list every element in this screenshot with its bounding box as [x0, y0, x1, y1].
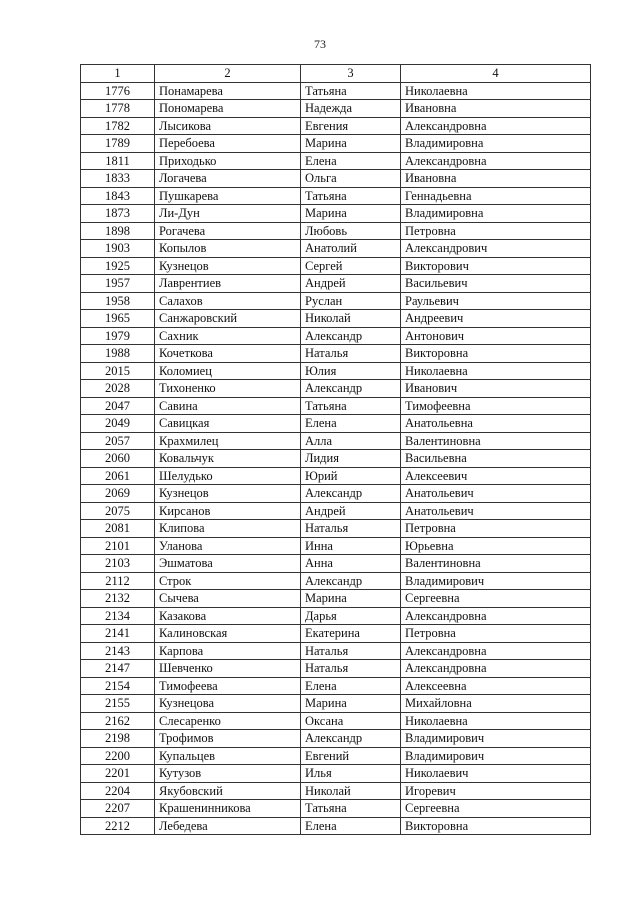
surname-cell: Якубовский	[155, 782, 301, 800]
first-name-cell: Александр	[301, 380, 401, 398]
surname-cell: Кузнецова	[155, 695, 301, 713]
table-row	[81, 292, 591, 310]
page-number: 73	[314, 37, 326, 51]
patronymic-cell: Владимирович	[401, 747, 591, 765]
table-row	[81, 327, 591, 345]
record-number-cell: 1958	[81, 292, 155, 310]
surname-cell: Коломиец	[155, 362, 301, 380]
surname-cell: Салахов	[155, 292, 301, 310]
patronymic-cell: Анатольевич	[401, 485, 591, 503]
record-number-cell: 2015	[81, 362, 155, 380]
patronymic-cell: Александровна	[401, 152, 591, 170]
record-number-cell: 2162	[81, 712, 155, 730]
surname-cell: Клипова	[155, 520, 301, 538]
roster-table	[80, 64, 591, 835]
column-header-3: 3	[301, 65, 401, 83]
column-header-2: 2	[155, 65, 301, 83]
patronymic-cell: Петровна	[401, 222, 591, 240]
first-name-cell: Александр	[301, 485, 401, 503]
record-number-cell: 1873	[81, 205, 155, 223]
first-name-cell: Елена	[301, 152, 401, 170]
table-row	[81, 432, 591, 450]
first-name-cell: Андрей	[301, 275, 401, 293]
record-number-cell: 1979	[81, 327, 155, 345]
table-row	[81, 397, 591, 415]
patronymic-cell: Викторовна	[401, 817, 591, 835]
first-name-cell: Александр	[301, 327, 401, 345]
record-number-cell: 1776	[81, 82, 155, 100]
record-number-cell: 1811	[81, 152, 155, 170]
table-row	[81, 747, 591, 765]
table-row	[81, 502, 591, 520]
first-name-cell: Лидия	[301, 450, 401, 468]
record-number-cell: 2201	[81, 765, 155, 783]
surname-cell: Купальцев	[155, 747, 301, 765]
surname-cell: Лаврентиев	[155, 275, 301, 293]
record-number-cell: 2207	[81, 800, 155, 818]
first-name-cell: Анна	[301, 555, 401, 573]
surname-cell: Кочеткова	[155, 345, 301, 363]
record-number-cell: 2069	[81, 485, 155, 503]
table-row	[81, 362, 591, 380]
patronymic-cell: Викторович	[401, 257, 591, 275]
surname-cell: Сычева	[155, 590, 301, 608]
surname-cell: Эшматова	[155, 555, 301, 573]
surname-cell: Логачева	[155, 170, 301, 188]
patronymic-cell: Васильевич	[401, 275, 591, 293]
table-row	[81, 677, 591, 695]
surname-cell: Строк	[155, 572, 301, 590]
surname-cell: Кузнецов	[155, 485, 301, 503]
table-row	[81, 730, 591, 748]
surname-cell: Крахмилец	[155, 432, 301, 450]
first-name-cell: Татьяна	[301, 397, 401, 415]
record-number-cell: 1965	[81, 310, 155, 328]
patronymic-cell: Александрович	[401, 240, 591, 258]
record-number-cell: 1988	[81, 345, 155, 363]
first-name-cell: Юлия	[301, 362, 401, 380]
first-name-cell: Елена	[301, 817, 401, 835]
first-name-cell: Марина	[301, 695, 401, 713]
first-name-cell: Алла	[301, 432, 401, 450]
record-number-cell: 1903	[81, 240, 155, 258]
first-name-cell: Екатерина	[301, 625, 401, 643]
record-number-cell: 2028	[81, 380, 155, 398]
record-number-cell: 2212	[81, 817, 155, 835]
first-name-cell: Марина	[301, 135, 401, 153]
column-header-4: 4	[401, 65, 591, 83]
table-row	[81, 380, 591, 398]
surname-cell: Кирсанов	[155, 502, 301, 520]
surname-cell: Шевченко	[155, 660, 301, 678]
surname-cell: Приходько	[155, 152, 301, 170]
record-number-cell: 2112	[81, 572, 155, 590]
surname-cell: Лысикова	[155, 117, 301, 135]
patronymic-cell: Игоревич	[401, 782, 591, 800]
first-name-cell: Сергей	[301, 257, 401, 275]
surname-cell: Пушкарева	[155, 187, 301, 205]
surname-cell: Кузнецов	[155, 257, 301, 275]
roster-body	[81, 82, 591, 835]
surname-cell: Шелудько	[155, 467, 301, 485]
surname-cell: Калиновская	[155, 625, 301, 643]
table-row	[81, 765, 591, 783]
record-number-cell: 2154	[81, 677, 155, 695]
table-row	[81, 415, 591, 433]
table-row	[81, 782, 591, 800]
patronymic-cell: Раульевич	[401, 292, 591, 310]
first-name-cell: Евгения	[301, 117, 401, 135]
surname-cell: Тимофеева	[155, 677, 301, 695]
patronymic-cell: Сергеевна	[401, 800, 591, 818]
surname-cell: Трофимов	[155, 730, 301, 748]
patronymic-cell: Ивановна	[401, 100, 591, 118]
surname-cell: Ковальчук	[155, 450, 301, 468]
surname-cell: Понамарева	[155, 82, 301, 100]
record-number-cell: 1789	[81, 135, 155, 153]
table-row	[81, 205, 591, 223]
first-name-cell: Елена	[301, 415, 401, 433]
patronymic-cell: Александровна	[401, 117, 591, 135]
table-row	[81, 82, 591, 100]
surname-cell: Уланова	[155, 537, 301, 555]
first-name-cell: Николай	[301, 310, 401, 328]
table-row	[81, 310, 591, 328]
table-row	[81, 100, 591, 118]
table-row	[81, 695, 591, 713]
table-row	[81, 275, 591, 293]
patronymic-cell: Петровна	[401, 625, 591, 643]
patronymic-cell: Иванович	[401, 380, 591, 398]
table-row	[81, 520, 591, 538]
table-row	[81, 660, 591, 678]
record-number-cell: 2204	[81, 782, 155, 800]
record-number-cell: 1925	[81, 257, 155, 275]
record-number-cell: 2155	[81, 695, 155, 713]
record-number-cell: 2198	[81, 730, 155, 748]
first-name-cell: Татьяна	[301, 800, 401, 818]
table-row	[81, 800, 591, 818]
record-number-cell: 2147	[81, 660, 155, 678]
patronymic-cell: Валентиновна	[401, 555, 591, 573]
table-row	[81, 642, 591, 660]
surname-cell: Кутузов	[155, 765, 301, 783]
surname-cell: Савина	[155, 397, 301, 415]
table-row	[81, 187, 591, 205]
patronymic-cell: Петровна	[401, 520, 591, 538]
patronymic-cell: Анатольевна	[401, 415, 591, 433]
first-name-cell: Ольга	[301, 170, 401, 188]
surname-cell: Тихоненко	[155, 380, 301, 398]
first-name-cell: Илья	[301, 765, 401, 783]
surname-cell: Слесаренко	[155, 712, 301, 730]
patronymic-cell: Николаевна	[401, 82, 591, 100]
surname-cell: Рогачева	[155, 222, 301, 240]
record-number-cell: 2061	[81, 467, 155, 485]
record-number-cell: 1843	[81, 187, 155, 205]
first-name-cell: Александр	[301, 730, 401, 748]
record-number-cell: 2134	[81, 607, 155, 625]
table-row	[81, 572, 591, 590]
patronymic-cell: Владимировна	[401, 135, 591, 153]
patronymic-cell: Анатольевич	[401, 502, 591, 520]
first-name-cell: Наталья	[301, 520, 401, 538]
table-row	[81, 222, 591, 240]
patronymic-cell: Юрьевна	[401, 537, 591, 555]
first-name-cell: Надежда	[301, 100, 401, 118]
table-row	[81, 625, 591, 643]
first-name-cell: Елена	[301, 677, 401, 695]
patronymic-cell: Андреевич	[401, 310, 591, 328]
column-header-1: 1	[81, 65, 155, 83]
patronymic-cell: Николаевич	[401, 765, 591, 783]
record-number-cell: 2132	[81, 590, 155, 608]
record-number-cell: 1833	[81, 170, 155, 188]
table-row	[81, 590, 591, 608]
patronymic-cell: Алексеевич	[401, 467, 591, 485]
patronymic-cell: Михайловна	[401, 695, 591, 713]
patronymic-cell: Викторовна	[401, 345, 591, 363]
patronymic-cell: Валентиновна	[401, 432, 591, 450]
table-row	[81, 170, 591, 188]
surname-cell: Крашенинникова	[155, 800, 301, 818]
surname-cell: Казакова	[155, 607, 301, 625]
patronymic-cell: Владимировна	[401, 205, 591, 223]
first-name-cell: Александр	[301, 572, 401, 590]
first-name-cell: Марина	[301, 590, 401, 608]
table-row	[81, 817, 591, 835]
record-number-cell: 2103	[81, 555, 155, 573]
patronymic-cell: Николаевна	[401, 712, 591, 730]
table-row	[81, 117, 591, 135]
record-number-cell: 2075	[81, 502, 155, 520]
first-name-cell: Юрий	[301, 467, 401, 485]
patronymic-cell: Антонович	[401, 327, 591, 345]
patronymic-cell: Сергеевна	[401, 590, 591, 608]
first-name-cell: Андрей	[301, 502, 401, 520]
first-name-cell: Инна	[301, 537, 401, 555]
surname-cell: Перебоева	[155, 135, 301, 153]
record-number-cell: 2047	[81, 397, 155, 415]
record-number-cell: 1782	[81, 117, 155, 135]
surname-cell: Сахник	[155, 327, 301, 345]
surname-cell: Пономарева	[155, 100, 301, 118]
patronymic-cell: Алексеевна	[401, 677, 591, 695]
first-name-cell: Анатолий	[301, 240, 401, 258]
record-number-cell: 2060	[81, 450, 155, 468]
patronymic-cell: Николаевна	[401, 362, 591, 380]
record-number-cell: 2057	[81, 432, 155, 450]
record-number-cell: 1957	[81, 275, 155, 293]
patronymic-cell: Александровна	[401, 607, 591, 625]
record-number-cell: 2101	[81, 537, 155, 555]
patronymic-cell: Тимофеевна	[401, 397, 591, 415]
first-name-cell: Татьяна	[301, 187, 401, 205]
table-row	[81, 345, 591, 363]
patronymic-cell: Владимирович	[401, 730, 591, 748]
surname-cell: Копылов	[155, 240, 301, 258]
table-row	[81, 240, 591, 258]
first-name-cell: Татьяна	[301, 82, 401, 100]
record-number-cell: 2143	[81, 642, 155, 660]
record-number-cell: 2141	[81, 625, 155, 643]
table-row	[81, 467, 591, 485]
first-name-cell: Евгений	[301, 747, 401, 765]
surname-cell: Лебедева	[155, 817, 301, 835]
header-row	[81, 65, 591, 83]
first-name-cell: Руслан	[301, 292, 401, 310]
surname-cell: Ли-Дун	[155, 205, 301, 223]
first-name-cell: Николай	[301, 782, 401, 800]
patronymic-cell: Ивановна	[401, 170, 591, 188]
record-number-cell: 2200	[81, 747, 155, 765]
table-row	[81, 712, 591, 730]
first-name-cell: Наталья	[301, 660, 401, 678]
table-row	[81, 555, 591, 573]
patronymic-cell: Александровна	[401, 642, 591, 660]
table-row	[81, 257, 591, 275]
patronymic-cell: Владимирович	[401, 572, 591, 590]
table-row	[81, 152, 591, 170]
first-name-cell: Дарья	[301, 607, 401, 625]
first-name-cell: Марина	[301, 205, 401, 223]
surname-cell: Санжаровский	[155, 310, 301, 328]
patronymic-cell: Геннадьевна	[401, 187, 591, 205]
table-row	[81, 485, 591, 503]
record-number-cell: 1898	[81, 222, 155, 240]
table-row	[81, 537, 591, 555]
first-name-cell: Наталья	[301, 345, 401, 363]
first-name-cell: Наталья	[301, 642, 401, 660]
record-number-cell: 1778	[81, 100, 155, 118]
surname-cell: Карпова	[155, 642, 301, 660]
record-number-cell: 2081	[81, 520, 155, 538]
first-name-cell: Любовь	[301, 222, 401, 240]
surname-cell: Савицкая	[155, 415, 301, 433]
record-number-cell: 2049	[81, 415, 155, 433]
table-row	[81, 135, 591, 153]
table-row	[81, 450, 591, 468]
patronymic-cell: Васильевна	[401, 450, 591, 468]
patronymic-cell: Александровна	[401, 660, 591, 678]
table-row	[81, 607, 591, 625]
first-name-cell: Оксана	[301, 712, 401, 730]
